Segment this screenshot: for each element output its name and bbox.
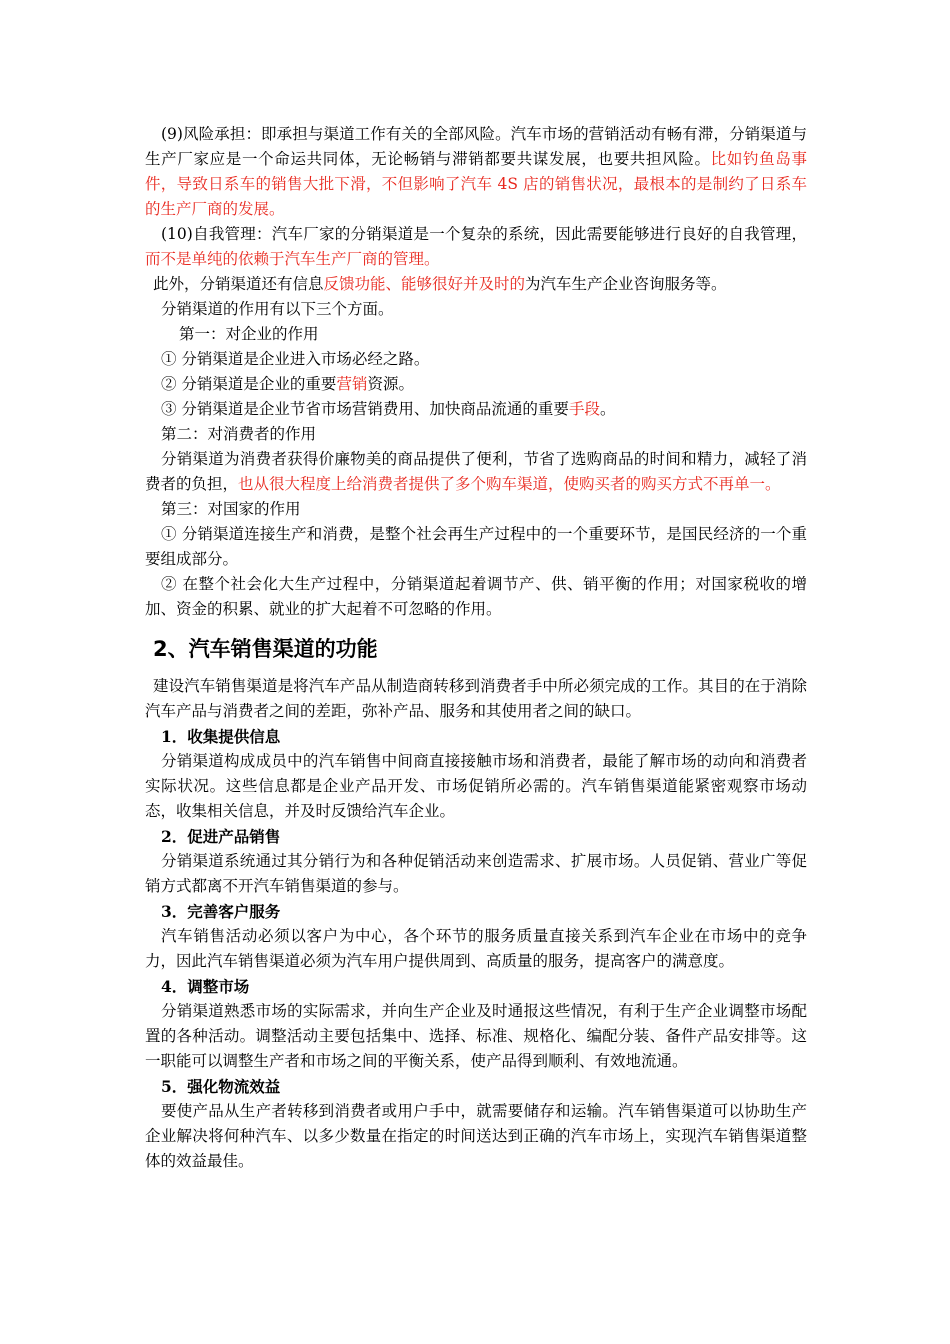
subheading-national-role: 第三：对国家的作用: [161, 500, 301, 518]
list-item: [145, 347, 807, 372]
function-title: 1．收集提供信息: [161, 727, 281, 746]
function-title: 3．完善客户服务: [161, 902, 281, 921]
function-title: 4．调整市场: [161, 977, 250, 996]
paragraph-self-management: [145, 222, 807, 272]
function-title: 5．强化物流效益: [161, 1077, 281, 1096]
highlighted-text: 而不是单纯的依赖于汽车生产厂商的管理。: [145, 250, 440, 268]
paragraph-section-intro: 建设汽车销售渠道是将汽车产品从制造商转移到消费者手中所必须完成的工作。其目的在于消除汽车产品与消费者之间的差距，弥补产品、服务和其使用者之间的缺口。: [145, 677, 807, 720]
list-item-text: 。: [599, 400, 616, 418]
paragraph-text: 此外，分销渠道还有信息: [153, 275, 324, 293]
paragraph-roles-intro: 分销渠道的作用有以下三个方面。: [161, 300, 394, 318]
highlighted-text: 反馈功能、能够很好并及时的: [323, 275, 526, 293]
paragraph-extra-functions: [145, 272, 807, 297]
function-text: 分销渠道构成成员中的汽车销售中间商直接接触市场和消费者，最能了解市场的动向和消费者实际状况。这些信息都是企业产品开发、市场促销所必需的。汽车销售渠道能紧密观察市场动态，收集相关信息，并及时反馈给汽车企业。: [145, 752, 807, 820]
list-item: [145, 372, 807, 397]
function-text: 分销渠道系统通过其分销行为和各种促销活动来创造需求、扩展市场。人员促销、营业广等促销方式都离不开汽车销售渠道的参与。: [145, 852, 807, 895]
function-text: 要使产品从生产者转移到消费者或用户手中，就需要储存和运输。汽车销售渠道可以协助生产企业解决将何种汽车、以多少数量在指定的时间送达到正确的汽车市场上，实现汽车销售渠道整体的效益最佳。: [145, 1102, 807, 1170]
highlighted-text: 也从很大程度上给消费者提供了多个购车渠道，使购买者的购买方式不再单一。: [238, 475, 781, 493]
paragraph-text: 为汽车生产企业咨询服务等。: [525, 275, 727, 293]
subheading-enterprise-role: 第一：对企业的作用: [179, 325, 319, 343]
highlighted-text: 手段: [568, 400, 600, 418]
list-item: ① 分销渠道连接生产和消费，是整个社会再生产过程中的一个重要环节，是国民经济的一个重要组成部分。: [145, 525, 807, 568]
function-text: 汽车销售活动必须以客户为中心，各个环节的服务质量直接关系到汽车企业在市场中的竞争力，因此汽车销售渠道必须为汽车用户提供周到、高质量的服务，提高客户的满意度。: [145, 927, 807, 970]
section-heading: 2、汽车销售渠道的功能: [153, 637, 378, 661]
highlighted-text: 比如钓鱼岛事件，导致日系车的销售大批下滑，不但影响了汽车 4S 店的销售状况，最根本的是制约了日系车的生产厂商的发展。: [145, 150, 807, 218]
paragraph-text: 分销渠道为消费者获得价廉物美的商品提供了便利，节省了选购商品的时间和精力，减轻了消费者的负担，: [145, 450, 807, 493]
list-item-text: ① 分销渠道是企业进入市场必经之路。: [161, 350, 430, 368]
list-item-text: ③ 分销渠道是企业节省市场营销费用、加快商品流通的重要: [161, 400, 569, 418]
list-item-text: 资源。: [367, 375, 414, 393]
paragraph-risk-bearing: [145, 122, 807, 222]
subheading-consumer-role: 第二：对消费者的作用: [161, 425, 317, 443]
paragraph-text: (9)风险承担：即承担与渠道工作有关的全部风险。汽车市场的营销活动有畅有滞，分销渠道与生产厂家应是一个命运共同体，无论畅销与滞销都要共谋发展，也要共担风险。: [145, 125, 807, 168]
paragraph-consumer-role: [145, 447, 807, 497]
list-item: [145, 397, 807, 422]
highlighted-text: 营销: [336, 375, 368, 393]
list-item-text: ② 分销渠道是企业的重要: [161, 375, 337, 393]
document-page: [145, 122, 807, 1174]
function-text: 分销渠道熟悉市场的实际需求，并向生产企业及时通报这些情况，有利于生产企业调整市场配置的各种活动。调整活动主要包括集中、选择、标准、规格化、编配分装、备件产品安排等。这一职能可以调整生产者和市场之间的平衡关系，使产品得到顺利、有效地流通。: [145, 1002, 807, 1070]
list-item: ② 在整个社会化大生产过程中，分销渠道起着调节产、供、销平衡的作用；对国家税收的增加、资金的积累、就业的扩大起着不可忽略的作用。: [145, 575, 807, 618]
function-title: 2．促进产品销售: [161, 827, 281, 846]
paragraph-text: (10)自我管理：汽车厂家的分销渠道是一个复杂的系统，因此需要能够进行良好的自我管理，: [161, 225, 807, 243]
